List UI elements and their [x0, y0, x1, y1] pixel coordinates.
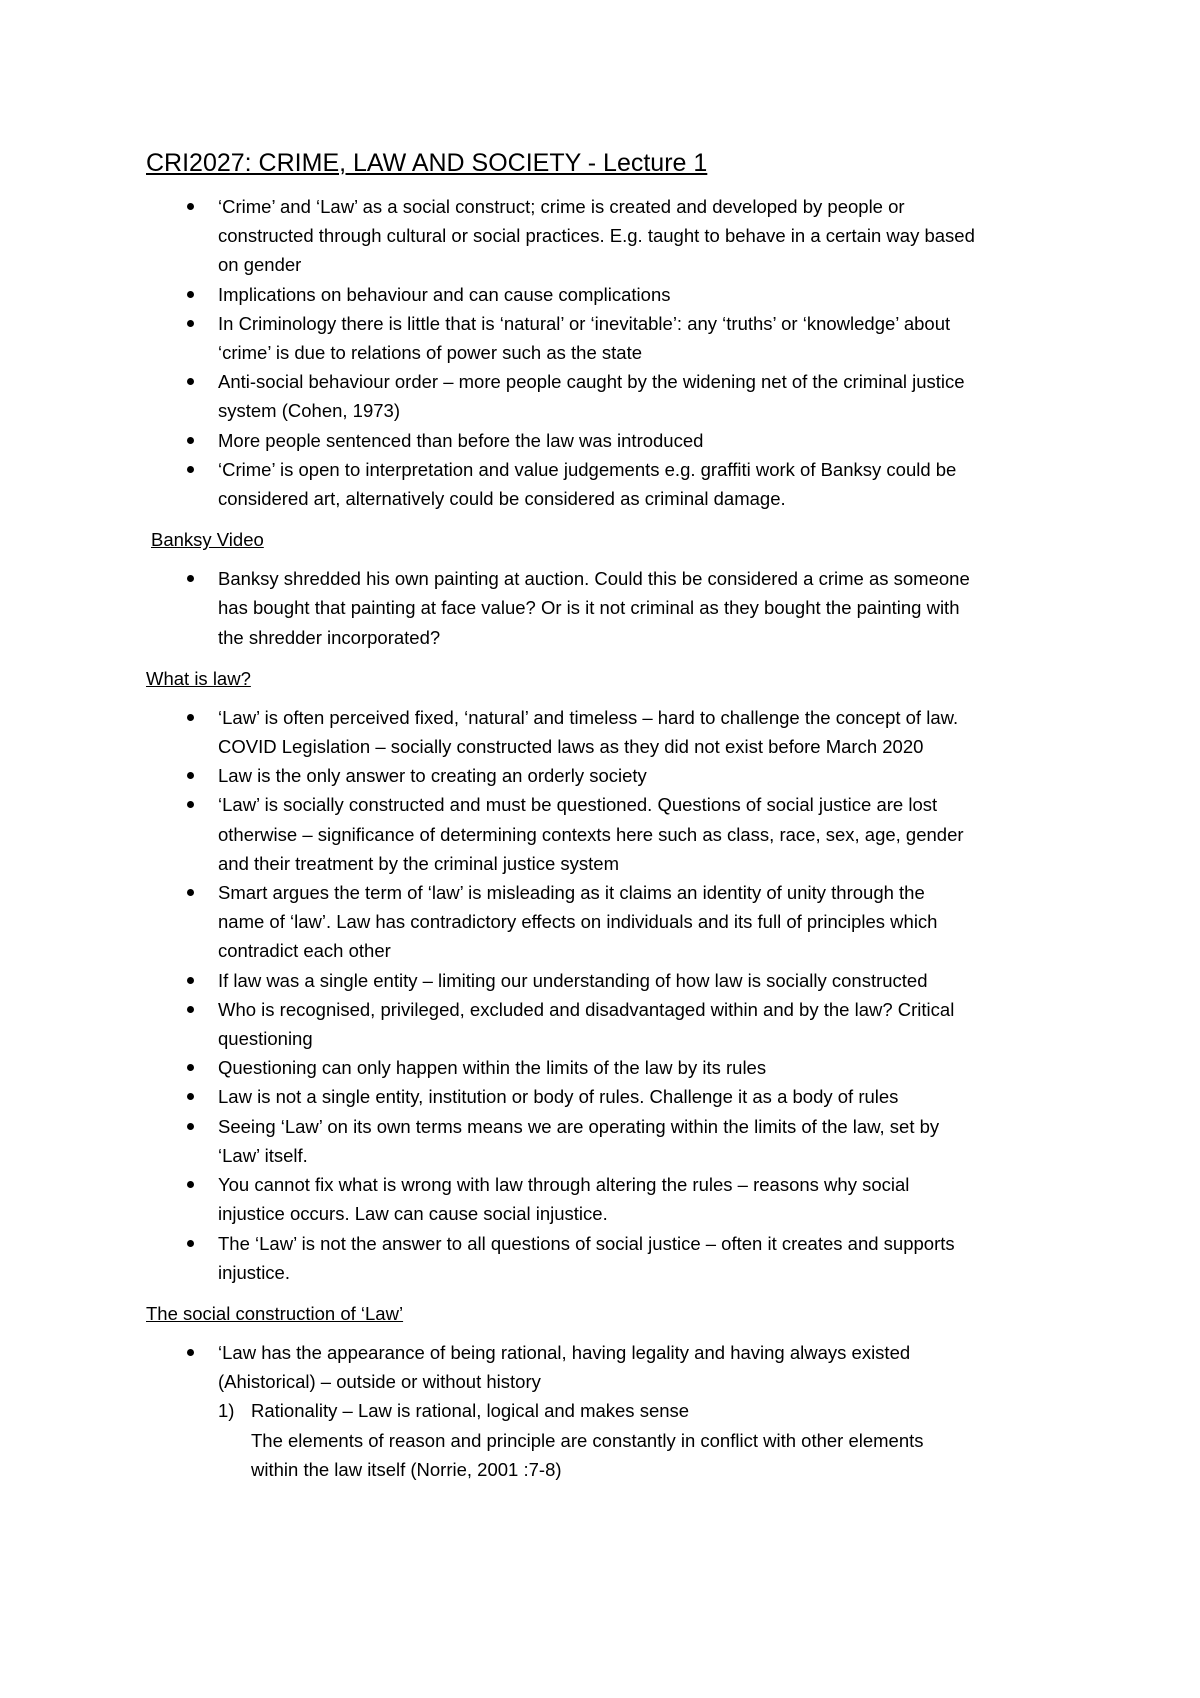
numbered-item-text-line: The elements of reason and principle are constantly in conflict with other elements	[251, 1429, 924, 1451]
list-item-text-line: You cannot fix what is wrong with law through altering the rules – reasons why social	[218, 1174, 910, 1196]
list-item	[146, 790, 1066, 878]
bullet-dot-icon	[187, 320, 194, 327]
list-item-text-line: ‘Law has the appearance of being rational, having legality and having always existed	[218, 1341, 911, 1363]
list-item-text-line: The ‘Law’ is not the answer to all questions of social justice – often it creates and supports	[218, 1232, 955, 1254]
list-item-text-line: ‘Crime’ is open to interpretation and value judgements e.g. graffiti work of Banksy could be	[218, 458, 957, 480]
section-heading-what-is-law: What is law?	[146, 667, 251, 689]
bullet-dot-icon	[187, 575, 194, 582]
list-item-text-line: injustice occurs. Law can cause social injustice.	[218, 1203, 608, 1225]
list-item-text-line: injustice.	[218, 1261, 290, 1283]
list-item-text-line: system (Cohen, 1973)	[218, 400, 401, 422]
list-item	[146, 1229, 1066, 1287]
bullet-dot-icon	[187, 1123, 194, 1130]
construction-bullet-list	[146, 1338, 1066, 1396]
list-item-text-line: Who is recognised, privileged, excluded and disadvantaged within and by the law? Critical	[218, 998, 955, 1020]
bullet-dot-icon	[187, 203, 194, 210]
page-title: CRI2027: CRIME, LAW AND SOCIETY - Lecture 1	[146, 149, 708, 177]
list-item-text-line: Anti-social behaviour order – more people caught by the widening net of the criminal justice	[218, 371, 965, 393]
construction-numbered-list	[146, 1396, 1066, 1484]
list-item-text-line: Implications on behaviour and can cause complications	[218, 283, 671, 305]
bullet-dot-icon	[187, 1006, 194, 1013]
bullet-dot-icon	[187, 889, 194, 896]
bullet-dot-icon	[187, 714, 194, 721]
list-item	[146, 761, 1066, 790]
list-item-text-line: has bought that painting at face value? Or is it not criminal as they bought the painting with	[218, 597, 960, 619]
bullet-dot-icon	[187, 1093, 194, 1100]
list-item-text-line: More people sentenced than before the law was introduced	[218, 429, 704, 451]
banksy-bullet-list	[146, 564, 1066, 652]
list-item	[146, 703, 1066, 761]
intro-bullet-list	[146, 192, 1066, 513]
list-item-text-line: ‘Law’ is often perceived fixed, ‘natural’ and timeless – hard to challenge the concept of law.	[218, 706, 959, 728]
list-item	[146, 1170, 1066, 1228]
bullet-dot-icon	[187, 801, 194, 808]
list-item-text-line: Smart argues the term of ‘law’ is misleading as it claims an identity of unity through the	[218, 882, 925, 904]
bullet-dot-icon	[187, 466, 194, 473]
list-item-text-line: ‘Crime’ and ‘Law’ as a social construct; crime is created and developed by people or	[218, 196, 905, 217]
bullet-dot-icon	[187, 291, 194, 298]
list-item-text-line: ‘Law’ itself.	[218, 1144, 308, 1166]
numbered-item	[146, 1396, 1066, 1484]
list-item-text-line: ‘crime’ is due to relations of power such as the state	[218, 342, 642, 364]
list-item-text-line: If law was a single entity – limiting our understanding of how law is socially constructed	[218, 969, 928, 991]
list-item-text-line: COVID Legislation – socially constructed laws as they did not exist before March 2020	[218, 736, 924, 758]
list-item-text-line: ‘Law’ is socially constructed and must be questioned. Questions of social justice are lost	[218, 794, 938, 816]
list-item	[146, 455, 1066, 513]
list-item-text-line: questioning	[218, 1028, 313, 1050]
bullet-dot-icon	[187, 1349, 194, 1356]
list-item-text-line: Banksy shredded his own painting at auction. Could this be considered a crime as someone	[218, 568, 970, 590]
list-item	[146, 995, 1066, 1053]
list-item	[146, 367, 1066, 425]
bullet-dot-icon	[187, 772, 194, 779]
numbered-item-text-line: within the law itself (Norrie, 2001 :7-8)	[251, 1458, 562, 1480]
list-item	[146, 1053, 1066, 1082]
list-item-text-line: on gender	[218, 254, 302, 276]
list-item	[146, 426, 1066, 455]
list-item-text-line: Seeing ‘Law’ on its own terms means we are operating within the limits of the law, set by	[218, 1115, 940, 1137]
list-item-text-line: constructed through cultural or social practices. E.g. taught to behave in a certain way based	[218, 225, 975, 247]
list-item	[146, 1082, 1066, 1111]
section-heading-banksy-video: Banksy Video	[151, 529, 264, 551]
bullet-dot-icon	[187, 977, 194, 984]
list-item	[146, 1112, 1066, 1170]
list-item	[146, 878, 1066, 966]
list-item	[146, 192, 1066, 280]
list-item-text-line: contradict each other	[218, 940, 391, 962]
list-item	[146, 280, 1066, 309]
document-page	[146, 146, 1066, 1484]
bullet-dot-icon	[187, 378, 194, 385]
list-item	[146, 564, 1066, 652]
list-item-text-line: considered art, alternatively could be considered as criminal damage.	[218, 488, 786, 510]
bullet-dot-icon	[187, 1064, 194, 1071]
list-item-text-line: the shredder incorporated?	[218, 626, 441, 648]
list-item	[146, 309, 1066, 367]
list-item-text-line: otherwise – significance of determining contexts here such as class, race, sex, age, gender	[218, 823, 964, 845]
bullet-dot-icon	[187, 1240, 194, 1247]
law-bullet-list	[146, 703, 1066, 1287]
list-item-text-line: (Ahistorical) – outside or without history	[218, 1371, 541, 1393]
list-item	[146, 966, 1066, 995]
bullet-dot-icon	[187, 437, 194, 444]
list-item	[146, 1338, 1066, 1396]
list-item-text-line: Law is not a single entity, institution or body of rules. Challenge it as a body of rules	[218, 1086, 899, 1108]
numbered-item-marker: 1)	[218, 1400, 235, 1422]
section-heading-social-construction: The social construction of ‘Law’	[146, 1302, 404, 1324]
bullet-dot-icon	[187, 1181, 194, 1188]
list-item-text-line: Law is the only answer to creating an orderly society	[218, 765, 647, 787]
list-item-text-line: and their treatment by the criminal justice system	[218, 852, 619, 874]
list-item-text-line: name of ‘law’. Law has contradictory effects on individuals and its full of principles which	[218, 911, 938, 933]
list-item-text-line: Questioning can only happen within the limits of the law by its rules	[218, 1057, 767, 1079]
numbered-item-text-line: Rationality – Law is rational, logical and makes sense	[251, 1400, 690, 1422]
list-item-text-line: In Criminology there is little that is ‘natural’ or ‘inevitable’: any ‘truths’ or ‘knowledge’ about	[218, 312, 951, 334]
